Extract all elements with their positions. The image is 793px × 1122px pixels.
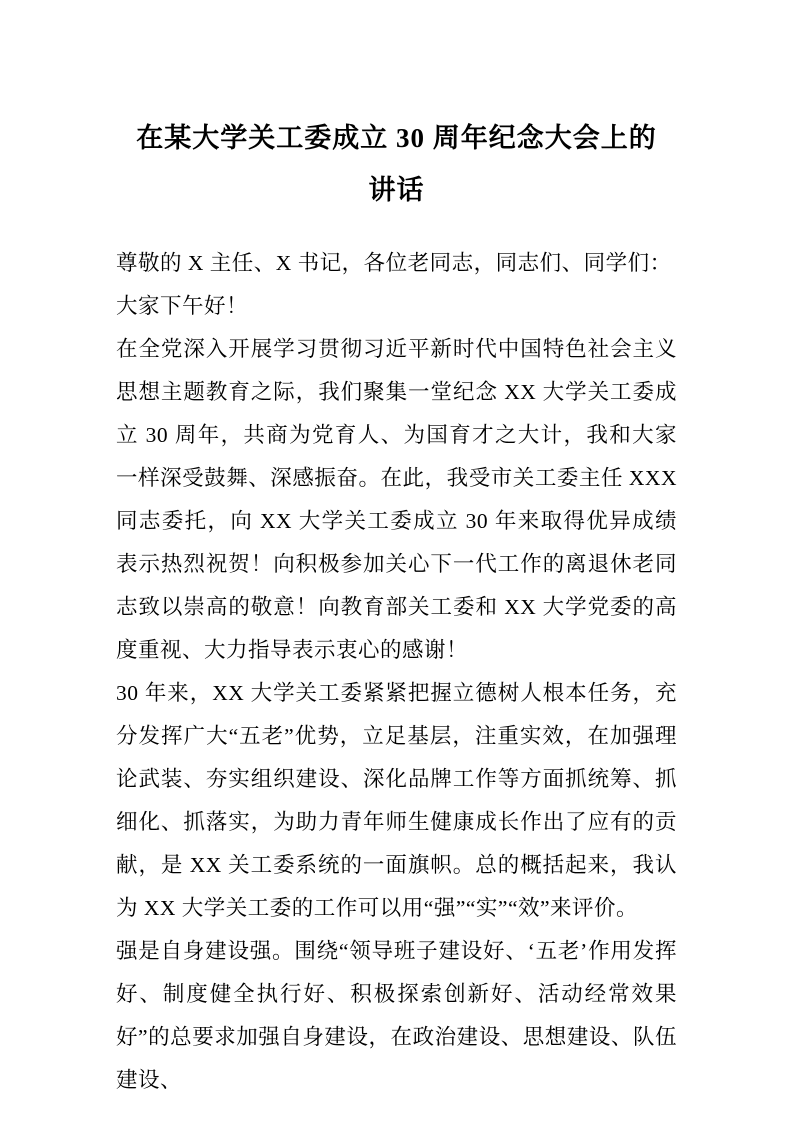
paragraph-salutation: 尊敬的 X 主任、X 书记，各位老同志，同志们、同学们： [116, 251, 672, 275]
document-title [116, 112, 677, 216]
paragraph-greeting: 大家下午好！ [116, 294, 249, 318]
paragraph-30-years-achievements: 30 年来，XX 大学关工委紧紧把握立德树人根本任务，充分发挥广大“五老”优势，立足基层，注重实效，在加强理论武装、夯实组织建设、深化品牌工作等方面抓统筹、抓细化、抓落实，为助力青年师生健康成长作出了应有的贡献，是 XX 关工委系统的一面旗帜。总的概括起来，我认为 XX 大学关工委的工作可以用“强”“实”“效”来评价。 [116, 681, 677, 920]
document-title-line1: 在某大学关工委成立 30 周年纪念大会上的 [136, 123, 657, 153]
document-body [116, 242, 677, 1102]
paragraph-opening-congratulations: 在全党深入开展学习贯彻习近平新时代中国特色社会主义思想主题教育之际，我们聚集一堂纪念 XX 大学关工委成立 30 周年，共商为党育人、为国育才之大计，我和大家一样深受鼓舞、深感振奋。在此，我受市关工委主任 XXX 同志委托，向 XX 大学关工委成立 30 年来取得优异成绩表示热烈祝贺！向积极参加关心下一代工作的离退休老同志致以崇高的敬意！向教育部关工委和 XX 大学党委的高度重视、大力指导表示衷心的感谢！ [116, 337, 677, 662]
paragraph-self-construction-strength: 强是自身建设强。围绕“领导班子建设好、‘五老’作用发挥好、制度健全执行好、积极探索创新好、活动经常效果好”的总要求加强自身建设，在政治建设、思想建设、队伍建设、 [116, 939, 677, 1092]
document-title-line2: 讲话 [368, 175, 425, 205]
